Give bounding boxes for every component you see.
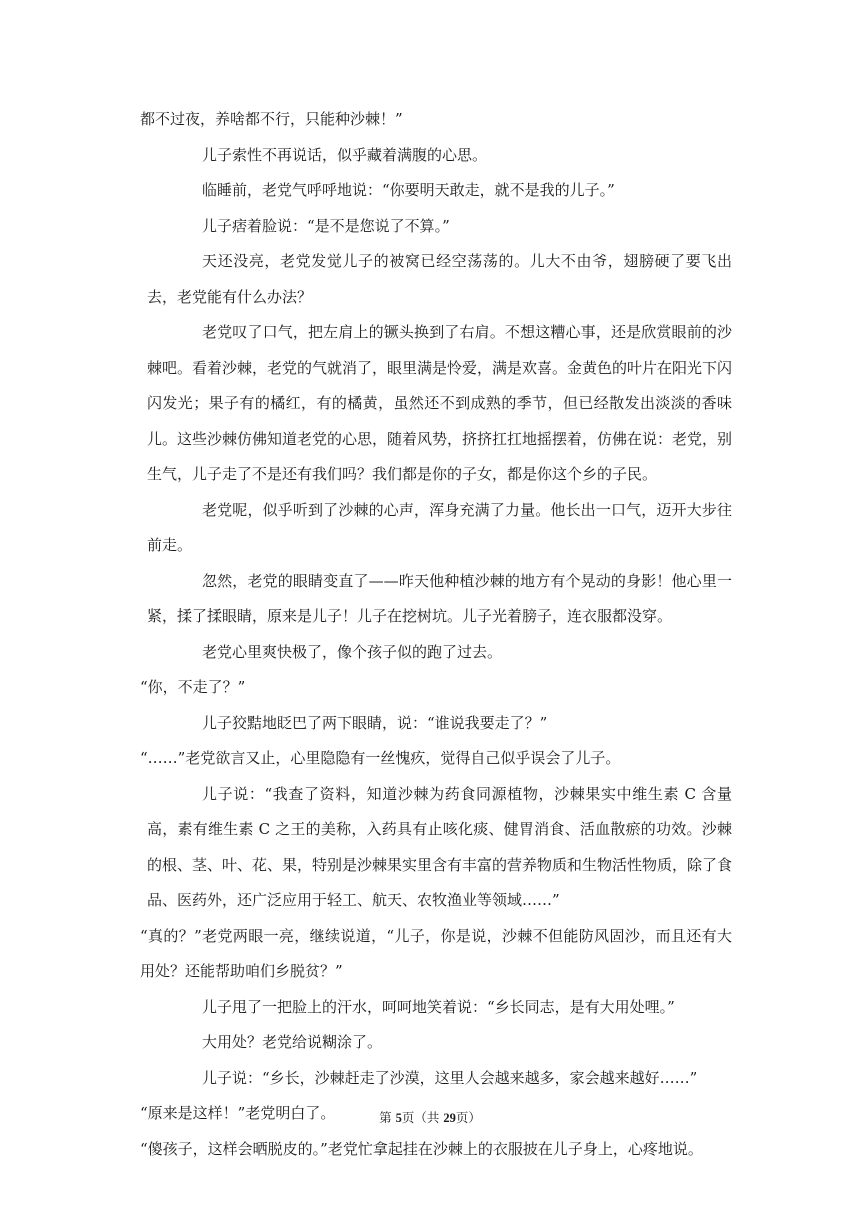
paragraph: “你，不走了？” — [140, 678, 246, 696]
paragraph: 儿子说：“乡长，沙棘赶走了沙漠，这里人会越来越多，家会越来越好……” — [202, 1068, 698, 1087]
paragraph: 儿子狡黠地眨巴了两下眼睛，说：“谁说我要走了？” — [202, 713, 548, 732]
page-number: 5 — [395, 1111, 402, 1125]
paragraph: “傻孩子，这样会晒脱皮的。”老党忙拿起挂在沙棘上的衣服披在儿子身上，心疼地说。 — [140, 1139, 703, 1158]
paragraph: 儿子痞着脸说：“是不是您说了不算。” — [202, 216, 450, 235]
paragraph: 老党呢，似乎听到了沙棘的心声，浑身充满了力量。他长出一口气，迈开大步往前走。 — [147, 500, 732, 554]
page-total: 29 — [443, 1111, 456, 1125]
paragraph: 天还没亮，老党发觉儿子的被窝已经空荡荡的。儿大不由爷，翅膀硬了要飞出去，老党能有什么办法？ — [147, 252, 732, 306]
story-text — [140, 102, 733, 1167]
paragraph: “原来是这样！”老党明白了。 — [140, 1104, 336, 1122]
paragraph: 儿子甩了一把脸上的汗水，呵呵地笑着说：“乡长同志，是有大用处哩。” — [202, 997, 675, 1016]
paragraph: 老党心里爽快极了，像个孩子似的跑了过去。 — [202, 642, 503, 661]
footer-prefix: 第 — [379, 1110, 396, 1125]
paragraph: 大用处？老党给说糊涂了。 — [202, 1033, 383, 1051]
footer-suffix: 页） — [455, 1110, 481, 1125]
paragraph: 儿子说：“我查了资料，知道沙棘为药食同源植物，沙棘果实中维生素 C 含量高，素有维生素 C 之王的美称，入药具有止咳化痰、健胃消食、活血散瘀的功效。沙棘的根、茎、叶、花、果，特别是沙棘果实里含有丰富的营养物质和生物活性物质，除了食品、医药外，还广泛应用于轻工、航天、农牧渔业等领域……” — [147, 784, 733, 909]
paragraph: 临睡前，老党气呼呼地说：“你要明天敢走，就不是我的儿子。” — [202, 181, 615, 199]
paragraph: 忽然，老党的眼睛变直了——昨天他种植沙棘的地方有个晃动的身影！他心里一紧，揉了揉眼睛，原来是儿子！儿子在挖树坑。儿子光着膀子，连衣服都没穿。 — [147, 571, 732, 625]
paragraph: “真的？”老党两眼一亮，继续说道，“儿子，你是说，沙棘不但能防风固沙，而且还有大用处？还能帮助咱们乡脱贫？” — [140, 926, 732, 980]
page-footer — [0, 1108, 860, 1126]
footer-middle: 页（共 — [401, 1110, 444, 1125]
paragraph: 老党叹了口气，把左肩上的镢头换到了右肩。不想这糟心事，还是欣赏眼前的沙棘吧。看着沙棘，老党的气就消了，眼里满是怜爱，满是欢喜。金黄色的叶片在阳光下闪闪发光；果子有的橘红，有的橘黄，虽然还不到成熟的季节，但已经散发出淡淡的香味儿。这些沙棘仿佛知道老党的心思，随着风势，挤挤扛扛地摇摆着，仿佛在说：老党，别生气，儿子走了不是还有我们吗？我们都是你的子女，都是你这个乡的子民。 — [147, 323, 733, 483]
paragraph: “……”老党欲言又止，心里隐隐有一丝愧疚，觉得自己似乎误会了儿子。 — [140, 749, 621, 767]
paragraph: 儿子索性不再说话，似乎藏着满腹的心思。 — [202, 145, 488, 164]
paragraph: 都不过夜，养啥都不行，只能种沙棘！” — [140, 110, 403, 128]
